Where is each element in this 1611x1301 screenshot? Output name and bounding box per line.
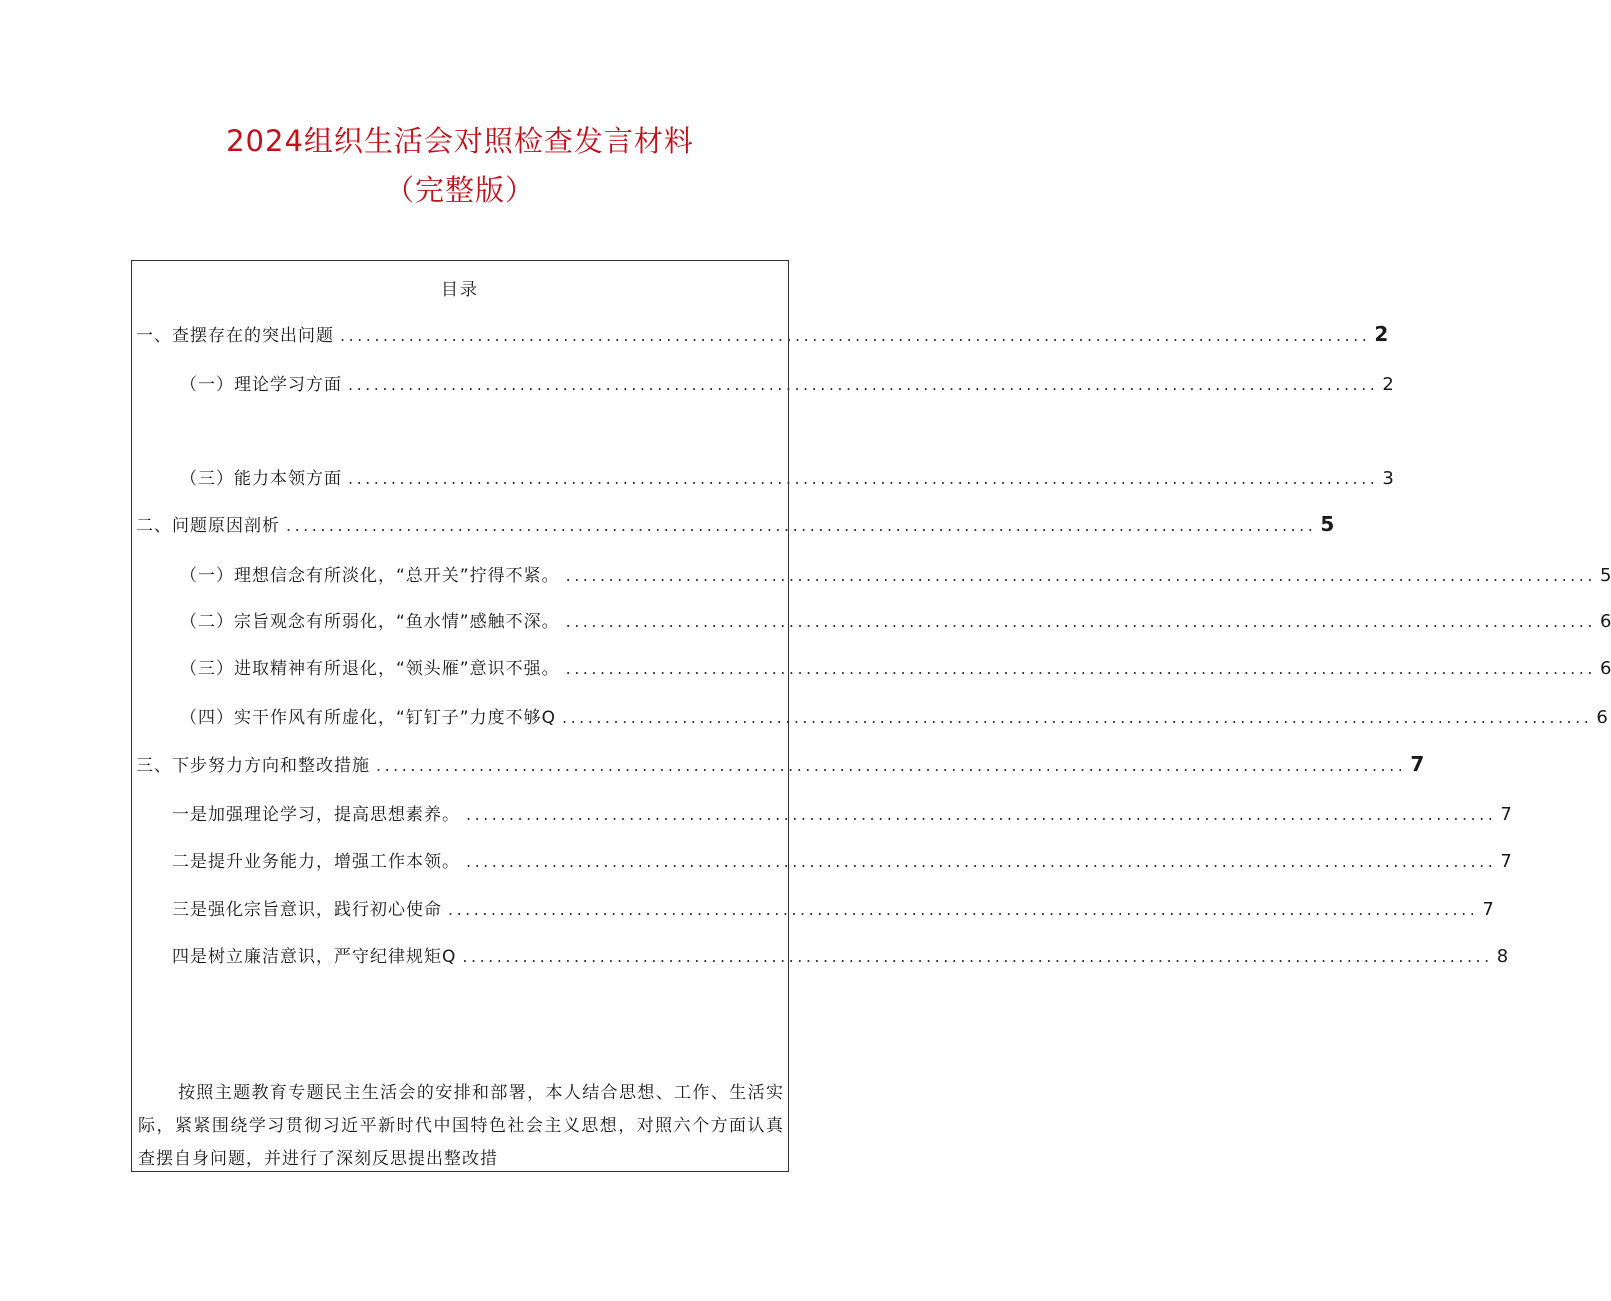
toc-entry-section-3-3[interactable] xyxy=(172,895,1494,920)
toc-entry-page: 7 xyxy=(1482,899,1494,920)
toc-entry-section-2[interactable] xyxy=(136,511,1335,536)
toc-entry-page: 5 xyxy=(1320,512,1335,536)
toc-entry-label: 三是强化宗旨意识，践行初心使命 xyxy=(172,900,442,920)
toc-entry-section-2-2[interactable] xyxy=(180,607,1611,632)
toc-entry-section-3-1[interactable] xyxy=(172,800,1512,825)
toc-entry-section-1-1[interactable] xyxy=(180,370,1394,395)
content-frame xyxy=(131,260,1611,1172)
toc-leader-dots: ........................................................................................................................ xyxy=(348,469,1379,488)
toc-entry-page: 5 xyxy=(1599,565,1611,586)
toc-entry-label: 二是提升业务能力，增强工作本领。 xyxy=(172,852,460,872)
toc-entry-section-3-2[interactable] xyxy=(172,847,1512,872)
toc-leader-dots: ........................................................................................................................ xyxy=(340,326,1371,345)
toc-entry-label: （三）能力本领方面 xyxy=(180,469,342,489)
toc-leader-dots: ........................................................................................................................ xyxy=(286,516,1317,535)
toc-leader-dots: ........................................................................................................................ xyxy=(348,375,1379,394)
toc-leader-dots: ........................................................................................................................ xyxy=(466,805,1497,824)
toc-entry-page: 6 xyxy=(1599,658,1611,679)
toc-entry-page: 7 xyxy=(1500,851,1512,872)
document-subtitle: （完整版） xyxy=(384,173,535,207)
toc-entry-label: 二、问题原因剖析 xyxy=(136,516,280,536)
toc-entry-section-2-4[interactable] xyxy=(180,703,1608,728)
toc-leader-dots: ........................................................................................................................ xyxy=(565,612,1596,631)
toc-entry-page: 6 xyxy=(1599,611,1611,632)
toc-entry-page: 7 xyxy=(1410,752,1425,776)
toc-entry-label: 一是加强理论学习，提高思想素养。 xyxy=(172,805,460,825)
toc-entry-section-2-3[interactable] xyxy=(180,654,1611,679)
toc-entry-label: 三、下步努力方向和整改措施 xyxy=(136,756,370,776)
toc-leader-dots: ........................................................................................................................ xyxy=(565,566,1596,585)
toc-entry-label: 四是树立廉洁意识，严守纪律规矩Q xyxy=(172,947,457,967)
toc-entry-page: 6 xyxy=(1596,707,1608,728)
toc-entry-page: 3 xyxy=(1382,468,1394,489)
toc-entry-label: （三）进取精神有所退化，“领头雁”意识不强。 xyxy=(180,659,560,679)
toc-entry-page: 2 xyxy=(1374,322,1389,346)
intro-paragraph: 按照主题教育专题民主生活会的安排和部署，本人结合思想、工作、生活实际，紧紧围绕学习贯彻习近平新时代中国特色社会主义思想，对照六个方面认真查摆自身问题，并进行了深刻反思提出整改措 xyxy=(138,1083,784,1169)
toc-entry-section-2-1[interactable] xyxy=(180,561,1611,586)
toc-entry-label: 一、查摆存在的突出问题 xyxy=(136,326,334,346)
toc-entry-label: （四）实干作风有所虚化，“钉钉子”力度不够Q xyxy=(180,708,556,728)
document-title: 2024组织生活会对照检查发言材料 xyxy=(226,124,694,158)
toc-entry-label: （一）理论学习方面 xyxy=(180,375,342,395)
toc-heading: 目录 xyxy=(441,280,479,300)
toc-entry-section-1[interactable] xyxy=(136,321,1389,346)
toc-leader-dots: ........................................................................................................................ xyxy=(466,852,1497,871)
toc-entry-page: 8 xyxy=(1496,946,1509,967)
toc-leader-dots: ........................................................................................................................ xyxy=(462,947,1493,966)
toc-entry-label: （二）宗旨观念有所弱化，“鱼水情”感触不深。 xyxy=(180,612,560,632)
toc-entry-section-1-3[interactable] xyxy=(180,464,1394,489)
toc-entry-section-3[interactable] xyxy=(136,751,1425,776)
toc-entry-label: （一）理想信念有所淡化，“总开关”拧得不紧。 xyxy=(180,566,560,586)
toc-entry-section-3-4[interactable] xyxy=(172,942,1509,967)
toc-leader-dots: ........................................................................................................................ xyxy=(376,756,1407,775)
toc-leader-dots: ........................................................................................................................ xyxy=(562,708,1593,727)
toc-leader-dots: ........................................................................................................................ xyxy=(565,659,1596,678)
toc-entry-page: 7 xyxy=(1500,804,1512,825)
toc-entry-page: 2 xyxy=(1382,374,1394,395)
toc-leader-dots: ........................................................................................................................ xyxy=(448,900,1479,919)
